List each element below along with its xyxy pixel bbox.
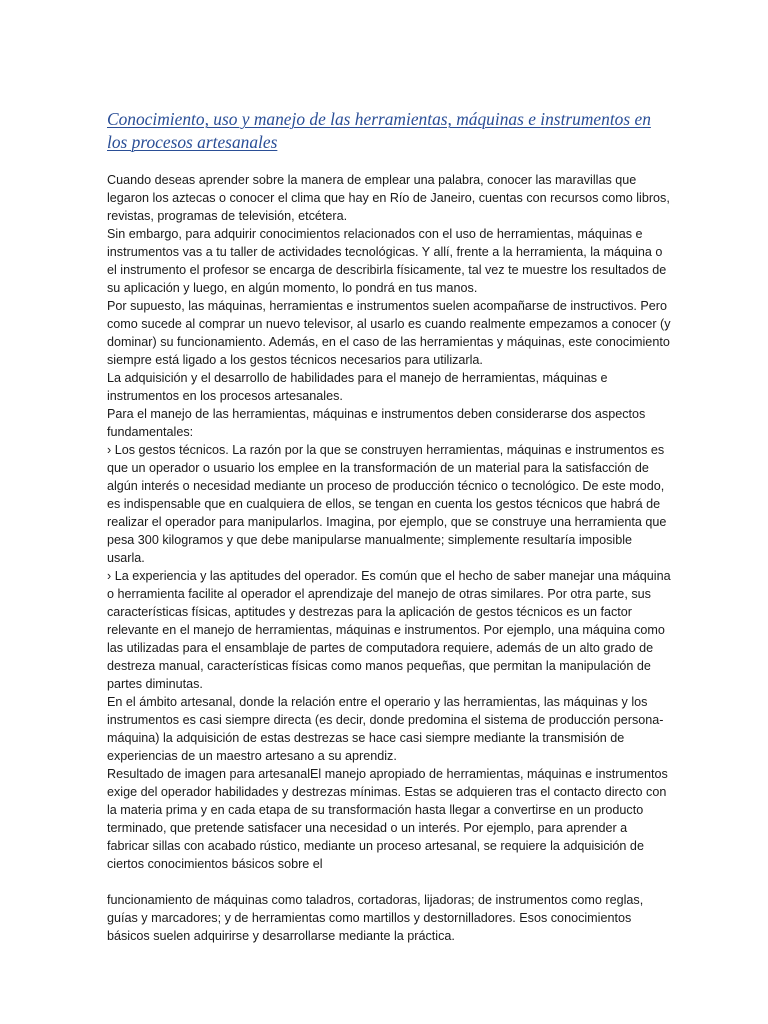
document-body xyxy=(107,171,672,945)
document-title: Conocimiento, uso y manejo de las herramientas, máquinas e instrumentos en los procesos artesanales xyxy=(107,109,651,152)
paragraph-taller: Sin embargo, para adquirir conocimientos relacionados con el uso de herramientas, máquinas e instrumentos vas a tu taller de actividades tecnológicas. Y allí, frente a la herramienta, la máquina o el instrumento el profesor se encarga de describirla físicamente, tal vez te muestre los resultados de su aplicación y luego, en algún momento, lo pondrá en tus manos. xyxy=(107,227,667,295)
paragraph-adquisicion: La adquisición y el desarrollo de habilidades para el manejo de herramientas, máquinas e instrumentos en los procesos artesanales. xyxy=(107,371,608,403)
paragraph-instructivos: Por supuesto, las máquinas, herramientas e instrumentos suelen acompañarse de instructivos. Pero como sucede al comprar un nuevo televisor, al usarlo es cuando realmente empezamos a conocer (y dominar) su funcionamiento. Además, en el caso de las herramientas y máquinas, este conocimiento siempre está ligado a los gestos técnicos necesarios para utilizarla. xyxy=(107,299,671,367)
paragraph-aspectos: Para el manejo de las herramientas, máquinas e instrumentos deben considerarse dos aspectos fundamentales: xyxy=(107,407,646,439)
paragraph-ambito-artesanal: En el ámbito artesanal, donde la relación entre el operario y las herramientas, las máquinas y los instrumentos es casi siempre directa (es decir, donde predomina el sistema de producción persona-máquina) la adquisición de estas destrezas se hace casi siempre mediante la transmisión de experiencias de un maestro artesano a su aprendiz. xyxy=(107,695,664,763)
paragraph-funcionamiento: funcionamiento de máquinas como taladros, cortadoras, lijadoras; de instrumentos como reglas, guías y marcadores; y de herramientas como martillos y destornilladores. Esos conocimientos básicos suelen adquirirse y desarrollarse mediante la práctica. xyxy=(107,893,644,943)
paragraph-gestos-tecnicos: › Los gestos técnicos. La razón por la que se construyen herramientas, máquinas e instrumentos es que un operador o usuario los emplee en la transformación de un material para la satisfacción de algún interés o necesidad mediante un proceso de producción técnico o tecnológico. De este modo, es indispensable que en cualquiera de ellos, se tengan en cuenta los gestos técnicos que habrá de realizar el operador para manipularlos. Imagina, por ejemplo, que se construye una herramienta que pesa 300 kilogramos y que debe manipularse manualmente; simplemente resultaría imposible usarla. xyxy=(107,443,667,565)
paragraph-intro: Cuando deseas aprender sobre la manera de emplear una palabra, conocer las maravillas que legaron los aztecas o conocer el clima que hay en Río de Janeiro, cuentas con recursos como libros, revistas, programas de televisión, etcétera. xyxy=(107,173,670,223)
paragraph-manejo-apropiado: Resultado de imagen para artesanalEl manejo apropiado de herramientas, máquinas e instrumentos exige del operador habilidades y destrezas mínimas. Estas se adquieren tras el contacto directo con la materia prima y en cada etapa de su transformación hasta llegar a convertirse en un producto terminado, que pretende satisfacer una necesidad o un interés. Por ejemplo, para aprender a fabricar sillas con acabado rústico, mediante un proceso artesanal, se requiere la adquisición de ciertos conocimientos básicos sobre el xyxy=(107,767,668,871)
paragraph-experiencia: › La experiencia y las aptitudes del operador. Es común que el hecho de saber manejar una máquina o herramienta facilite al operador el aprendizaje del manejo de otras similares. Por otra parte, sus características físicas, aptitudes y destrezas para la aplicación de gestos técnicos es un factor relevante en el manejo de herramientas, máquinas e instrumentos. Por ejemplo, una máquina como las utilizadas para el ensamblaje de partes de computadora requiere, además de un alto grado de destreza manual, características físicas como manos pequeñas, que permitan la manipulación de partes diminutas. xyxy=(107,569,671,691)
